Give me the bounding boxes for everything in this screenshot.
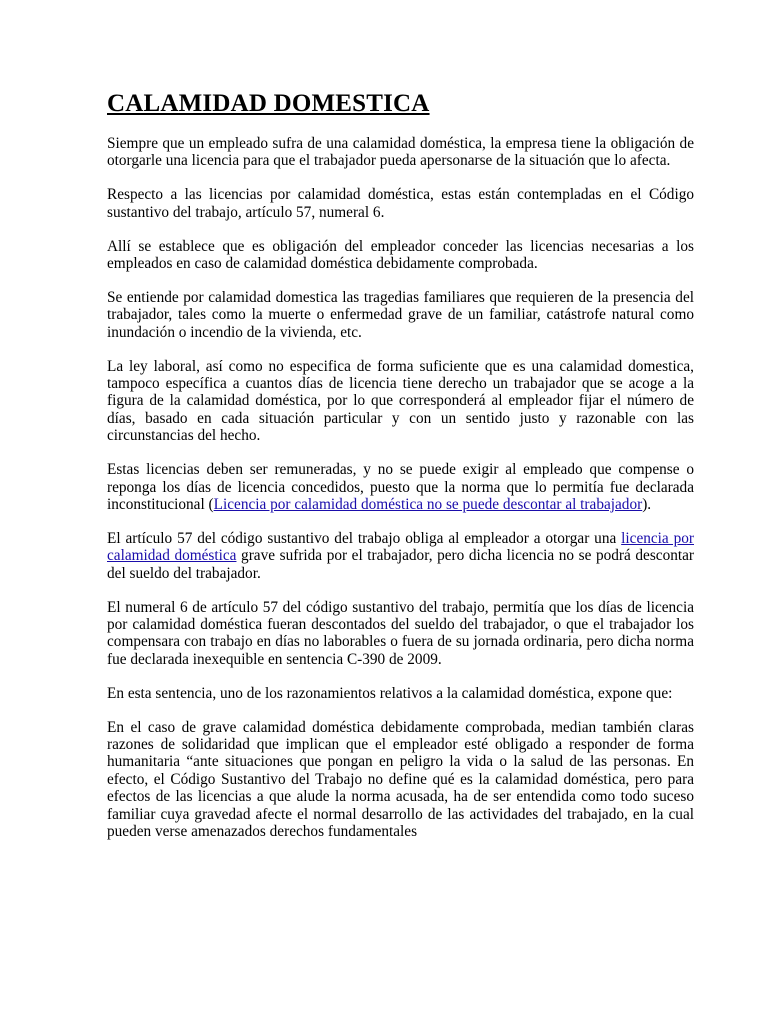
paragraph-4: Se entiende por calamidad domestica las tragedias familiares que requieren de la presencia del trabajador, tales como la muerte o enfermedad grave de un familiar, catástrofe natural como inundación o incendio de la vivienda, etc. — [107, 288, 694, 341]
paragraph-8: El numeral 6 de artículo 57 del código sustantivo del trabajo, permitía que los días de licencia por calamidad doméstica fueran descontados del sueldo del trabajador, o que el trabajador los compensara con trabajo en días no laborables o fuera de su jornada ordinaria, pero dicha norma fue declarada inexequible en sentencia C-390 de 2009. — [107, 598, 694, 668]
paragraph-10: En el caso de grave calamidad doméstica debidamente comprobada, median también claras razones de solidaridad que implican que el empleador esté obligado a responder de forma humanitaria “ante situaciones que pongan en peligro la vida o la salud de las personas. En efecto, el Código Sustantivo del Trabajo no define qué es la calamidad doméstica, pero para efectos de las licencias a que alude la norma acusada, ha de ser entendida como todo suceso familiar cuya gravedad afecte el normal desarrollo de las actividades del trabajado, en la cual pueden verse amenazados derechos fundamentales — [107, 718, 694, 841]
link-licencia-no-descontar[interactable]: Licencia por calamidad doméstica no se puede descontar al trabajador — [213, 496, 643, 513]
paragraph-2: Respecto a las licencias por calamidad doméstica, estas están contempladas en el Código sustantivo del trabajo, artículo 57, numeral 6. — [107, 186, 694, 221]
paragraph-6-text-before: Estas licencias deben ser remuneradas, y no se puede exigir al empleado que compense o reponga los días de licencia concedidos, puesto que la norma que lo permitía fue declarada inconstitucional ( — [107, 461, 694, 513]
paragraph-7-text-after: grave sufrida por el trabajador, pero dicha licencia no se podrá descontar del sueldo del trabajador. — [107, 547, 694, 582]
document-page — [107, 88, 694, 857]
paragraph-9: En esta sentencia, uno de los razonamientos relativos a la calamidad doméstica, expone que: — [107, 684, 673, 702]
paragraph-1: Siempre que un empleado sufra de una calamidad doméstica, la empresa tiene la obligación de otorgarle una licencia para que el trabajador pueda apersonarse de la situación que lo afecta. — [107, 135, 694, 170]
paragraph-6 — [107, 461, 694, 513]
document-title: CALAMIDAD DOMESTICA — [107, 90, 430, 117]
link-licencia-calamidad[interactable]: licencia por calamidad doméstica — [107, 529, 694, 565]
paragraph-7 — [107, 530, 694, 582]
paragraph-3: Allí se establece que es obligación del empleador conceder las licencias necesarias a los empleados en caso de calamidad doméstica debidamente comprobada. — [107, 237, 694, 273]
paragraph-6-text-after: ). — [642, 496, 652, 513]
paragraph-7-text-before: El artículo 57 del código sustantivo del trabajo obliga al empleador a otorgar una — [107, 529, 622, 547]
paragraph-5: La ley laboral, así como no especifica de forma suficiente que es una calamidad domestica, tampoco específica a cuantos días de licencia tiene derecho un trabajador que se acoge a la figura de la calamidad doméstica, por lo que corresponderá al empleador fijar el número de días, basado en cada situación particular y con un sentido justo y razonable con las circunstancias del hecho. — [107, 357, 694, 445]
